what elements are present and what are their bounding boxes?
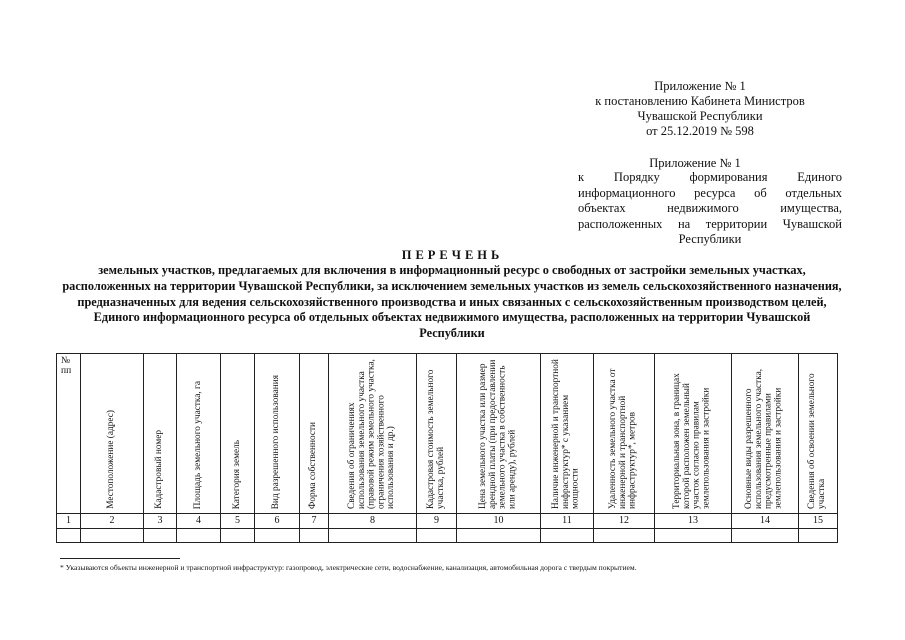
column-number: 4 [177, 514, 221, 529]
footnote-divider [60, 558, 180, 559]
table-cell [329, 529, 417, 543]
appendix-procedure-text: к Порядку формирования Единого информационного ресурса об отдельных объектах недвижимого имущества, расположенных на территории Чувашской Республики [578, 170, 842, 246]
table-cell [57, 529, 81, 543]
appendix-cabinet-decree [560, 79, 840, 139]
header-cell-8: Сведения об ограничениях использования земельного участка (правовой режим земельного участка, ограничения хозяйственного использования и др.) [329, 354, 417, 514]
column-number: 6 [255, 514, 300, 529]
column-number: 3 [144, 514, 177, 529]
table-cell [655, 529, 732, 543]
document-subtitle: земельных участков, предлагаемых для включения в информационный ресурс о свободных от застройки земельных участках, расположенных на территории Чувашской Республики, за исключением земельных участков из земель сельскохозяйственного назначения, предназначенных для ведения сельскохозяйственного производства и иных связанных с сельскохозяйственным производством целей, Единого информационного ресурса об отдельных объектах недвижимого имущества, расположенных на территории Чувашской Республики [62, 263, 842, 341]
table-header-row [57, 354, 838, 514]
header-cell-7: Форма собственности [300, 354, 329, 514]
table-cell [541, 529, 594, 543]
land-plots-table [56, 353, 838, 543]
table-cell [457, 529, 541, 543]
header-cell-1: № пп [57, 354, 81, 514]
column-number: 10 [457, 514, 541, 529]
table-row [57, 529, 838, 543]
header-cell-14: Основные виды разрешенного использования земельного участка, предусмотренные правилами землепользования и застройки [732, 354, 799, 514]
table-cell [221, 529, 255, 543]
document-title: ПЕРЕЧЕНЬ [401, 248, 504, 262]
column-number: 7 [300, 514, 329, 529]
appendix-line: Приложение № 1 [654, 79, 746, 93]
table-cell [732, 529, 799, 543]
header-cell-6: Вид разрешенного использования [255, 354, 300, 514]
table-cell [255, 529, 300, 543]
header-cell-13: Территориальная зона, в границах которой расположен земельный участок согласно правилам землепользования и застройки [655, 354, 732, 514]
column-number: 2 [81, 514, 144, 529]
column-number: 9 [417, 514, 457, 529]
header-cell-10: Цена земельного участка или размер арендной платы (при предоставлении земельного участка в собственность или аренду), рублей [457, 354, 541, 514]
table-cell [81, 529, 144, 543]
column-number: 13 [655, 514, 732, 529]
appendix-line: к постановлению Кабинета Министров [595, 94, 805, 108]
column-number: 5 [221, 514, 255, 529]
header-cell-12: Удаленность земельного участка от инженерной и транспортной инфраструктур*, метров [594, 354, 655, 514]
header-cell-9: Кадастровая стоимость земельного участка, рублей [417, 354, 457, 514]
appendix-line: Чувашской Республики [637, 109, 763, 123]
column-number: 1 [57, 514, 81, 529]
column-number: 8 [329, 514, 417, 529]
header-cell-15: Сведения об освоении земельного участка [799, 354, 838, 514]
header-cell-11: Наличие инженерной и транспортной инфраструктур* с указанием мощности [541, 354, 594, 514]
column-number: 15 [799, 514, 838, 529]
footnote: * Указываются объекты инженерной и транспортной инфраструктур: газопровод, электрические сети, водоснабжение, канализация, автомобильная дорога с твердым покрытием. [60, 563, 637, 572]
header-cell-5: Категория земель [221, 354, 255, 514]
column-number: 11 [541, 514, 594, 529]
table-cell [799, 529, 838, 543]
header-cell-4: Площадь земельного участка, га [177, 354, 221, 514]
table-cell [144, 529, 177, 543]
column-number: 12 [594, 514, 655, 529]
appendix-procedure-heading: Приложение № 1 [649, 156, 741, 170]
header-cell-3: Кадастровый номер [144, 354, 177, 514]
column-number: 14 [732, 514, 799, 529]
table-cell [417, 529, 457, 543]
table-cell [594, 529, 655, 543]
table-cell [300, 529, 329, 543]
table-cell [177, 529, 221, 543]
header-cell-2: Местоположение (адрес) [81, 354, 144, 514]
appendix-line: от 25.12.2019 № 598 [646, 124, 754, 138]
column-number-row [57, 514, 838, 529]
